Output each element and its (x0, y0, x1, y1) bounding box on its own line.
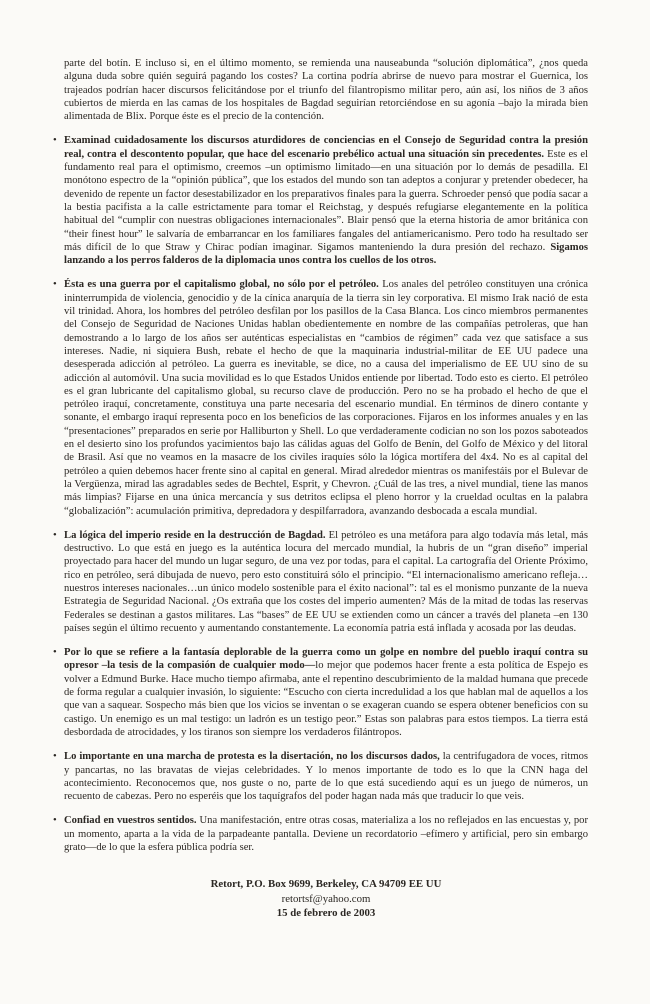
footer (64, 877, 588, 920)
bullet-marker: • (53, 529, 57, 541)
paragraph-text: Una manifestación, entre otras cosas, materializa a los no reflejados en las encuestas y, por un momento, aparta a la vida de la parpadeante pantalla. Deviene un recordatorio –efímero y artificial, pero sin embargo grato—de lo que la esfera pública podría ser. (64, 815, 588, 854)
paragraph-text: la centrifugadora de voces, ritmos y pancartas, no las bravatas de viejas celebridades. Y lo menos importante de todo es lo que la CNN haga del acontecimiento. Reconocemos que, nos guste o no, parte de lo que está sucediendo aquí es un juego de números, un recuento de cabezas. Pero no esperéis que los taquígrafos del poder hagan nada más que traducir lo que veis. (64, 751, 588, 803)
footer-address: Retort, P.O. Box 9699, Berkeley, CA 94709 EE UU (210, 878, 442, 891)
paragraph-lead-bold: Por lo que se refiere a la fantasía deplorable de la guerra como un golpe en nombre del pueblo iraquí contra su opresor –la tesis de la compasión de cualquier modo— (64, 647, 588, 672)
footer-email: retortsf@yahoo.com (281, 892, 371, 905)
bullet-marker: • (53, 647, 57, 659)
paragraph-lead-bold: Confiad en vuestros sentidos. (64, 815, 197, 827)
bullet-marker: • (53, 135, 57, 147)
paragraph-lead-bold: La lógica del imperio reside en la destrucción de Bagdad. (64, 529, 326, 541)
paragraph-text: Los anales del petróleo constituyen una crónica ininterrumpida de violencia, genocidio y de la cínica anarquía de la tierra sin ley corporativa. El mismo Irak nació de esta vil trinidad. Ahora, los hombres del petróleo desfilan por los pasillos de la Casa Blanca. Los cinco miembros permanentes del Consejo de Seguridad de Naciones Unidas hablan obedientemente en nombre de las compañías petroleras, que han demostrando a lo largo de los años ser auténticas especialistas en “cambios de régimen” cada vez que satisface a sus intereses. Nadie, ni siquiera Bush, rebate el hecho de que la maquinaria industrial-militar de EE UU padece una desesperada adicción al petróleo. La guerra es inevitable, se dice, no a causa del imperialismo de EE UU sino de su adicción al automóvil. Una sucia movilidad es lo que Estados Unidos entiende por libertad. Todo esto es cierto. El petróleo es el gran lubricante del capitalismo global, su recurso clave de producción. Pero no se ha probado el hecho de que el petróleo iraquí, concretamente, constituya una parte necesaria del escenario mundial. En términos de dinero contante y sonante, el embargo iraquí representa poco en los beneficios de las corporaciones. Fijaros en los informes anuales y en las “presentaciones” preparados en serie por Halliburton y Shell. Lo que verdaderamente codician no son los pozos saboteados en el desierto sino los profundos yacimientos bajo las cálidas aguas del Golfo de Benín, del Golfo de México y del litoral de Brasil. Así que no veamos en la masacre de los civiles iraquíes sólo la lógica mortífera del 4x4. No es al capital del petróleo a quien debemos hacer frente sino al capital en general. Mirad alrededor mientras os manifestáis por el Bulevar de la Vergüenza, mirad las agradables sedes de Bechtel, Esprit, y Chevron. ¿Cuál de las tres, a nivel mundial, tiene las manos más limpias? Fijarse en una única mercancía y sus detritos eclipsa el pleno horror y la crueldad ocultas en la palabra “globalización”: acumulación primitiva, depredadora y despilfarradora, avanzando desbocada a escala mundial. (64, 279, 588, 517)
bullet-paragraph-empire-logic (53, 529, 588, 635)
paragraph-text: El petróleo es una metáfora para algo todavía más letal, más destructivo. Lo que está en juego es la auténtica locura del mercado mundial, la hubris de un “gran diseño” imperial proyectado para hacer del mundo un lugar seguro, de una vez por todas, para el capital. La cartografía del Oriente Próximo, rico en petróleo, será dibujada de nuevo, pero esto constituirá sólo el principio. “El internacionalismo americano refleja… nuestros intereses nacionales…un único modelo sostenible para el éxito nacional”: tal es el monismo punzante de la nueva Estrategia de Seguridad Nacional. ¿Os extraña que los costes del imperio aumenten? Más de la mitad de todas las reservas Federales se destinan a gastos militares. Las “bases” de EE UU se extienden como un cáncer a través del planeta –en 130 países según el último recuento y aumentando constantemente. La economía patria está inflada y acosada por las deudas. (64, 529, 588, 634)
bullet-marker: • (53, 279, 57, 291)
paragraph-lead-bold: Lo importante en una marcha de protesta es la disertación, no los discursos dados, (64, 751, 440, 763)
paragraph-lead-bold: Ésta es una guerra por el capitalismo global, no sólo por el petróleo. (64, 279, 379, 291)
bullet-paragraph-trust-senses (53, 814, 588, 854)
bullet-paragraph-protest-march (53, 750, 588, 803)
paragraph-text: parte del botín. E incluso si, en el último momento, se remienda una nauseabunda “solución diplomática”, ¿nos queda alguna duda sobre quién seguirá pagando los costes? La cortina podría abrirse de nuevo para mostrar el Guernica, los trajeados podrían hacer discursos felicitándose por el triunfo del filantropismo militar pero, aún así, los niños de 3 años cubiertos de mierda en las camas de los hospitales de Bagdad seguirían retorciéndose en su agonía –bajo la mirada bien alimentada de Blix. Porque éste es el precio de la contención. (64, 58, 588, 123)
paragraph-lead-bold: Examinad cuidadosamente los discursos aturdidores de conciencias en el Consejo de Seguridad contra la presión real, contra el descontento popular, que hace del escenario prebélico actual una situación sin precedentes. (64, 135, 588, 160)
paragraph-end-bold: Sigamos lanzando a los perros falderos de la diplomacia unos contra los cuellos de los otros. (64, 241, 588, 267)
bullet-marker: • (53, 751, 57, 763)
footer-date: 15 de febrero de 2003 (276, 906, 376, 919)
bullet-paragraph-compassion-thesis (53, 646, 588, 739)
bullet-paragraph-security-council (53, 134, 588, 267)
bullet-marker: • (53, 815, 57, 827)
paragraph-text: lo mejor que podemos hacer frente a esta política de Espejo es volver a Edmund Burke. Hace mucho tiempo afirmaba, ante el repentino descubrimiento de la maldad humana que precede de forma regular a cualquier invasión, lo siguiente: “Escucho con cierta incredulidad a los que hablan mal de aquellos a los que van a saquear. Sospecho más bien que los vicios se inventan o se exageran cuando se espera obtener beneficios con su castigo. Un enemigo es un mal testigo: un ladrón es un testigo peor.” Estas son palabras para estos tiempos. La tierra está desbordada de atrocidades, y los tiranos son siempre los verdaderos filántropos. (64, 660, 588, 738)
paragraph-continuation (64, 57, 588, 123)
paragraph-text: Este es el fundamento real para el optimismo, creemos –un optimismo limitado—en una situación por lo demás de pesadilla. El monótono espectro de la “opinión pública”, que los estados del mundo son tan adeptos a conjurar y pretender obedecer, ha devenido de repente un factor desestabilizador en los preparativos finales para la guerra. Schroeder pensó que podía sacar a la bestia pacifista a la calle estrictamente para tomar el Reichstag, y después refugiarse elegantemente en la política habitual del “cumplir con nuestras obligaciones internacionales”. Blair pensó que la eterna historia de amor británica con “their finest hour” le salvaría de embarrancar en los familiares fangales del antiamericanismo. Pero todo ha resultado ser más difícil de lo que Straw y Chirac podían imaginar. Sigamos manteniendo la dura presión del rechazo. (64, 148, 588, 253)
bullet-paragraph-global-capitalism (53, 278, 588, 517)
